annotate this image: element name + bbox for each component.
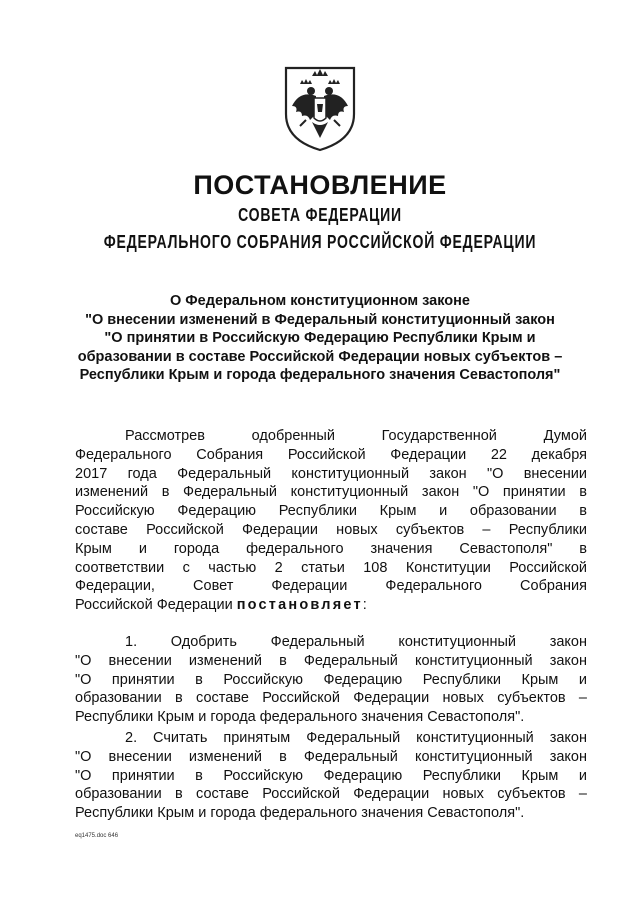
paragraph-line: Российскую Федерацию Республики Крым и образовании в [75,503,587,520]
item-line: образовании в составе Российской Федерации новых субъектов – [75,690,587,707]
item-line: Республики Крым и города федерального значения Севастополя". [75,709,525,726]
subject-line: образовании в составе Российской Федерации новых субъектов – [77,348,563,365]
item-line: "О внесении изменений в Федеральный конституционный закон [75,652,587,669]
item-line: Республики Крым и города федерального значения Севастополя". [75,805,525,822]
resolution-item-2 [75,729,587,823]
issuer-line-2: ФЕДЕРАЛЬНОГО СОБРАНИЯ РОССИЙСКОЙ ФЕДЕРАЦИИ [103,232,537,252]
item-line: "О принятии в Российскую Федерацию Республики Крым и [75,671,587,688]
item-line: "О принятии в Российскую Федерацию Республики Крым и [75,767,587,784]
resolution-item-1 [75,633,587,727]
paragraph-line: составе Российской Федерации новых субъектов – Республики [75,521,587,538]
subject-line: "О принятии в Российскую Федерацию Республики Крым и [104,330,536,346]
item-line: "О внесении изменений в Федеральный конституционный закон [75,748,587,765]
paragraph-punctuation: : [362,597,367,614]
file-reference: eq1475.doc 646 [75,833,119,839]
document-subject [60,292,580,385]
document-title: ПОСТАНОВЛЕНИЕ [193,170,447,200]
paragraph-line: Федерального Собрания Российской Федерации 22 декабря [75,446,587,463]
item-line: образовании в составе Российской Федерации новых субъектов – [75,786,587,803]
item-line: 1. Одобрить Федеральный конституционный закон [125,634,587,650]
paragraph-line: Рассмотрев одобренный Государственной Думой [125,428,587,444]
paragraph-line: изменений в Федеральный конституционный закон "О принятии в [75,484,587,501]
resolution-keyword: постановляет [236,597,363,614]
paragraph-line: Крым и города федерального значения Севастополя" в [75,540,587,557]
coat-of-arms-icon [278,62,362,154]
issuer-line-1: СОВЕТА ФЕДЕРАЦИИ [238,205,402,225]
subject-line: "О внесении изменений в Федеральный конституционный закон [85,311,555,328]
subject-line: О Федеральном конституционном законе [170,293,470,309]
item-line: 2. Считать принятым Федеральный конституционный закон [125,730,587,746]
preamble-paragraph [75,427,587,615]
paragraph-text: Российской Федерации [75,597,237,614]
paragraph-line: соответствии с частью 2 статьи 108 Конституции Российской [75,559,587,576]
paragraph-line [75,596,587,615]
subject-line: Республики Крым и города федерального значения Севастополя" [79,367,561,383]
paragraph-line: Федерации, Совет Федерации Федерального Собрания [75,578,587,595]
paragraph-line: 2017 года Федеральный конституционный закон "О внесении [75,465,587,482]
